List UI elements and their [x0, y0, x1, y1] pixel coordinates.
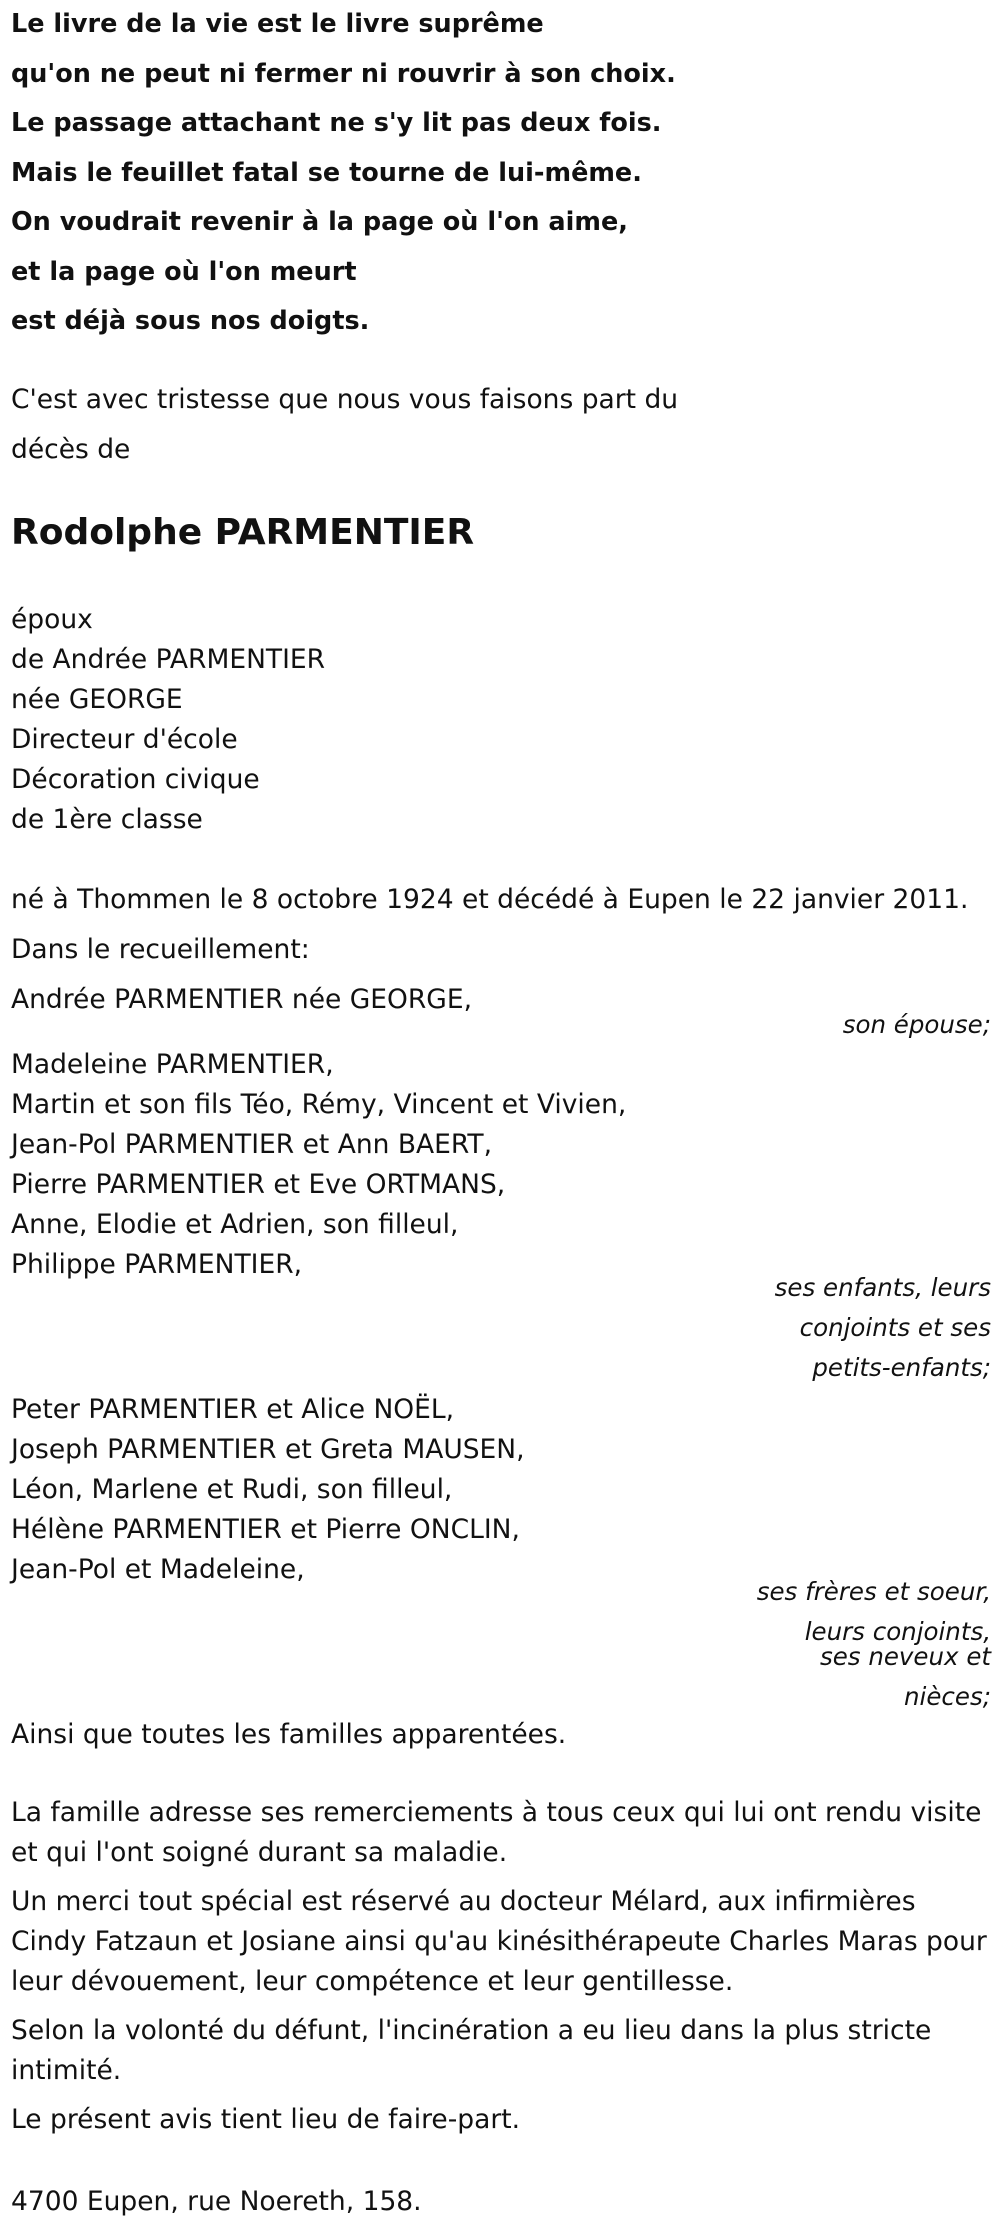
detail-line: de 1ère classe [11, 804, 203, 835]
relation-line: son épouse; [842, 1010, 991, 1039]
poem-line: Le passage attachant ne s'y lit pas deux fois. [11, 108, 662, 138]
detail-line: née GEORGE [11, 684, 183, 715]
poem-line: qu'on ne peut ni fermer ni rouvrir à son choix. [11, 58, 676, 89]
family-member: Jean-Pol PARMENTIER et Ann BAERT, [11, 1129, 492, 1160]
family-member: Madeleine PARMENTIER, [11, 1049, 334, 1080]
special-thanks-paragraph: Un merci tout spécial est réservé au docteur Mélard, aux infirmières Cindy Fatzaun et Josiane ainsi qu'au kinésithérapeute Charles Maras pour leur dévouement, leur compétence et leur gentillesse. [11, 1886, 987, 1997]
family-member: Philippe PARMENTIER, [11, 1249, 303, 1280]
poem [11, 8, 676, 355]
family-member: Anne, Elodie et Adrien, son filleul, [11, 1209, 459, 1240]
address: 4700 Eupen, rue Noereth, 158. [11, 2186, 422, 2217]
family-intro: Dans le recueillement: [11, 934, 310, 965]
relation-line: ses frères et soeur, [756, 1577, 991, 1606]
announcement-line: C'est avec tristesse que nous vous faisons part du [11, 384, 679, 415]
siblings-relation [591, 1572, 991, 1717]
poem-line: Le livre de la vie est le livre suprême [11, 9, 544, 39]
family-member: Martin et son fils Téo, Rémy, Vincent et Vivien, [11, 1089, 627, 1120]
family-member: Léon, Marlene et Rudi, son filleul, [11, 1474, 453, 1505]
deceased-details [11, 600, 325, 840]
spouse-names [11, 980, 472, 1020]
cremation-paragraph: Selon la volonté du défunt, l'incinération a eu lieu dans la plus stricte intimité. [11, 2015, 932, 2086]
announcement [11, 380, 678, 480]
notice-paragraph: Le présent avis tient lieu de faire-part. [11, 2104, 521, 2135]
relation-line: leurs conjoints, [804, 1617, 991, 1646]
family-member: Andrée PARMENTIER née GEORGE, [11, 984, 473, 1015]
siblings-names [11, 1390, 525, 1590]
announcement-line: décès de [11, 434, 131, 465]
relation-line: ses enfants, leurs [774, 1273, 991, 1302]
detail-line: Directeur d'école [11, 724, 238, 755]
family-member: Joseph PARMENTIER et Greta MAUSEN, [11, 1434, 525, 1465]
detail-line: de Andrée PARMENTIER [11, 644, 326, 675]
thanks-paragraph: La famille adresse ses remerciements à tous ceux qui lui ont rendu visite et qui l'ont soigné durant sa maladie. [11, 1797, 982, 1868]
poem-line: Mais le feuillet fatal se tourne de lui-même. [11, 157, 642, 188]
children-names [11, 1045, 626, 1285]
family-member: Hélène PARMENTIER et Pierre ONCLIN, [11, 1514, 520, 1545]
detail-line: Décoration civique [11, 764, 260, 795]
poem-line: On voudrait revenir à la page où l'on aime, [11, 207, 628, 237]
relation-line: ses neveux et [819, 1642, 991, 1671]
deceased-name: Rodolphe PARMENTIER [11, 512, 475, 553]
family-member: Pierre PARMENTIER et Eve ORTMANS, [11, 1169, 506, 1200]
family-member: Jean-Pol et Madeleine, [11, 1554, 305, 1585]
poem-line: est déjà sous nos doigts. [11, 306, 370, 336]
relation-line: nièces; [904, 1682, 991, 1711]
relation-line: conjoints et ses [799, 1313, 991, 1342]
relation-line: petits-enfants; [812, 1353, 991, 1382]
family-member: Peter PARMENTIER et Alice NOËL, [11, 1394, 455, 1425]
children-relation [591, 1268, 991, 1388]
birth-death-line: né à Thommen le 8 octobre 1924 et décédé à Eupen le 22 janvier 2011. [11, 884, 969, 915]
spouse-relation [591, 1005, 991, 1045]
family-closing: Ainsi que toutes les familles apparentées. [11, 1719, 567, 1750]
poem-line: et la page où l'on meurt [11, 256, 357, 287]
detail-line: époux [11, 604, 93, 635]
